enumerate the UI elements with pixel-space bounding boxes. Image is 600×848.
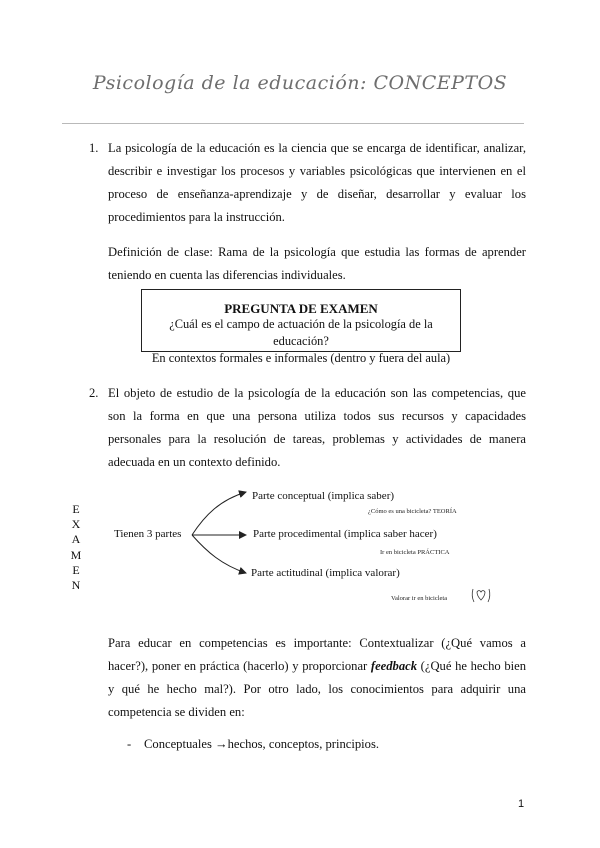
vertical-letter: N — [71, 578, 81, 593]
page-title: Psicología de la educación: CONCEPTOS — [92, 72, 508, 94]
note-conceptual: ¿Cómo es una bicicleta? TEORÍA — [368, 508, 457, 515]
closing-paragraph — [108, 632, 526, 724]
diagram-root: Tienen 3 partes — [114, 528, 182, 540]
feedback-word: feedback — [370, 659, 418, 673]
vertical-letter: E — [72, 562, 80, 577]
closing-text-end: (¿Qué he hecho bien y qué he hecho mal?). Por otro lado, los conocimientos para adquirir una competencia se dividen en: — [108, 659, 527, 719]
item2-paragraph: El objeto de estudio de la psicología de la educación son las competencias, que son la forma en que una persona utiliza todos sus recursos y capacidades personales para la resolución de tareas, problemas y actividades de manera adecuada en un contexto definido. — [108, 386, 526, 469]
exam-question: ¿Cuál es el campo de actuación de la psicología de la educación? — [169, 317, 433, 348]
vertical-letter: M — [70, 547, 82, 562]
arrow-to-conceptual — [192, 492, 246, 535]
vertical-letter: X — [71, 517, 81, 532]
branch-actitudinal: Parte actitudinal (implica valorar) — [251, 567, 400, 579]
arrow-to-actitudinal — [192, 535, 246, 573]
exam-heading: PREGUNTA DE EXAMEN — [224, 301, 378, 316]
branch-procedimental: Parte procedimental (implica saber hacer) — [253, 528, 437, 540]
item1-paragraph: La psicología de la educación es la ciencia que se encarga de identificar, analizar, describir e investigar los procesos y variables psicológicas que intervienen en el proceso de enseñanza-aprendizaje y de diseñar, desarrollar y evaluar los procedimientos para la instrucción. — [108, 141, 526, 224]
vertical-letter: E — [72, 502, 80, 516]
bullet-conceptuales: Conceptuales →hechos, conceptos, principios. — [144, 737, 380, 751]
note-actitudinal: Valorar ir en bicicleta — [391, 595, 448, 602]
item1-number: 1. — [89, 141, 99, 155]
branch-conceptual: Parte conceptual (implica saber) — [252, 490, 395, 502]
note-procedimental: Ir en bicicleta PRÁCTICA — [380, 549, 450, 556]
page-number: 1 — [518, 798, 525, 810]
bullet-dash: - — [127, 737, 132, 751]
item2-number: 2. — [89, 386, 99, 400]
heart-doodle-icon — [477, 591, 485, 601]
vertical-letter: A — [71, 532, 81, 547]
exam-answer: En contextos formales e informales (dentro y fuera del aula) — [151, 351, 451, 365]
class-definition: Definición de clase: Rama de la psicología que estudia las formas de aprender teniendo en cuenta las diferencias individuales. — [108, 245, 526, 282]
closing-text-start: Para educar en competencias es importante: Contextualizar (¿Qué vamos a hacer?), poner en práctica (hacerlo) y proporcionar — [108, 636, 526, 673]
